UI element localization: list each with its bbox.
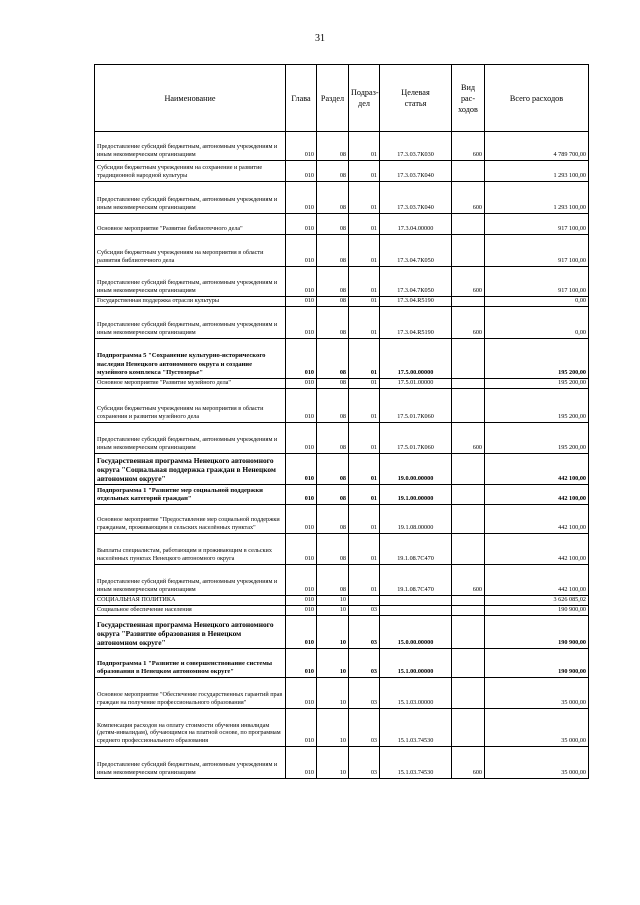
row-name: Государственная программа Ненецкого автономного округа "Социальная поддержка граждан в Ненецком автономном округе" bbox=[95, 454, 286, 485]
row-podrazdel: 03 bbox=[349, 678, 380, 709]
row-podrazdel: 01 bbox=[349, 214, 380, 235]
row-target: 19.1.08.7С470 bbox=[380, 565, 452, 596]
row-amount: 35 000,00 bbox=[485, 709, 589, 747]
row-amount: 4 789 700,00 bbox=[485, 132, 589, 161]
row-name: Субсидии бюджетным учреждениям на сохранение и развитие традиционной народной культуры bbox=[95, 161, 286, 182]
table-row bbox=[95, 485, 589, 505]
row-target: 15.1.03.74530 bbox=[380, 709, 452, 747]
row-target: 17.5.01.7К060 bbox=[380, 423, 452, 454]
row-razdel: 08 bbox=[317, 132, 349, 161]
row-razdel: 08 bbox=[317, 235, 349, 267]
row-name: Компенсация расходов на оплату стоимости обучения инвалидам (детям-инвалидам), обучающимся на платной основе, по программам среднего профессионального образования bbox=[95, 709, 286, 747]
row-podrazdel: 03 bbox=[349, 709, 380, 747]
header-vid-line1: Вид bbox=[460, 82, 475, 92]
row-razdel: 10 bbox=[317, 649, 349, 678]
page-number: 31 bbox=[315, 33, 325, 44]
row-vid: 600 bbox=[452, 423, 485, 454]
row-amount: 442 100,00 bbox=[485, 565, 589, 596]
row-name: Выплаты специалистам, работающим и проживающим в сельских населённых пунктах Ненецкого автономного округа bbox=[95, 534, 286, 565]
row-target bbox=[380, 606, 452, 616]
row-razdel: 08 bbox=[317, 423, 349, 454]
header-podrazdel-line1: Подраз- bbox=[351, 88, 379, 97]
row-glava: 010 bbox=[286, 649, 317, 678]
table-row bbox=[95, 389, 589, 423]
table-body bbox=[95, 132, 589, 779]
row-glava: 010 bbox=[286, 182, 317, 214]
row-vid bbox=[452, 649, 485, 678]
row-podrazdel: 01 bbox=[349, 161, 380, 182]
row-glava: 010 bbox=[286, 534, 317, 565]
row-podrazdel: 01 bbox=[349, 235, 380, 267]
row-glava: 010 bbox=[286, 307, 317, 339]
row-podrazdel: 01 bbox=[349, 565, 380, 596]
row-name: Основное мероприятие "Предоставление мер социальной поддержки гражданам, проживающим в сельских населённых пунктах" bbox=[95, 505, 286, 534]
row-podrazdel: 03 bbox=[349, 649, 380, 678]
row-vid: 600 bbox=[452, 132, 485, 161]
row-name: Предоставление субсидий бюджетным, автономным учреждениям и иным некоммерческим организациям bbox=[95, 267, 286, 297]
row-razdel: 08 bbox=[317, 182, 349, 214]
table-row bbox=[95, 505, 589, 534]
row-glava: 010 bbox=[286, 214, 317, 235]
table-row bbox=[95, 297, 589, 307]
table-row bbox=[95, 747, 589, 779]
row-amount: 195 200,00 bbox=[485, 389, 589, 423]
table-row bbox=[95, 235, 589, 267]
row-target: 19.1.08.00000 bbox=[380, 505, 452, 534]
row-podrazdel: 01 bbox=[349, 267, 380, 297]
row-glava: 010 bbox=[286, 132, 317, 161]
row-vid bbox=[452, 214, 485, 235]
row-podrazdel: 01 bbox=[349, 339, 380, 379]
row-glava: 010 bbox=[286, 235, 317, 267]
row-razdel: 08 bbox=[317, 297, 349, 307]
row-glava: 010 bbox=[286, 678, 317, 709]
row-name: Основное мероприятие "Обеспечение государственных гарантий прав граждан на получение профессионального образования" bbox=[95, 678, 286, 709]
header-target bbox=[380, 65, 452, 132]
row-vid bbox=[452, 454, 485, 485]
row-glava: 010 bbox=[286, 297, 317, 307]
row-glava: 010 bbox=[286, 596, 317, 606]
row-glava: 010 bbox=[286, 454, 317, 485]
row-target: 17.3.04.7К050 bbox=[380, 235, 452, 267]
row-podrazdel: 01 bbox=[349, 297, 380, 307]
row-name: Предоставление субсидий бюджетным, автономным учреждениям и иным некоммерческим организациям bbox=[95, 307, 286, 339]
table-row bbox=[95, 132, 589, 161]
row-amount: 917 100,00 bbox=[485, 235, 589, 267]
row-razdel: 10 bbox=[317, 596, 349, 606]
row-target: 19.0.00.00000 bbox=[380, 454, 452, 485]
row-vid bbox=[452, 678, 485, 709]
row-podrazdel: 01 bbox=[349, 485, 380, 505]
row-podrazdel: 01 bbox=[349, 454, 380, 485]
row-glava: 010 bbox=[286, 709, 317, 747]
header-total: Всего расходов bbox=[485, 65, 589, 132]
row-glava: 010 bbox=[286, 565, 317, 596]
header-name: Наименование bbox=[95, 65, 286, 132]
row-glava: 010 bbox=[286, 606, 317, 616]
row-podrazdel: 03 bbox=[349, 747, 380, 779]
row-glava: 010 bbox=[286, 423, 317, 454]
table-row bbox=[95, 709, 589, 747]
row-podrazdel: 01 bbox=[349, 423, 380, 454]
row-amount: 190 900,00 bbox=[485, 606, 589, 616]
row-target: 17.3.03.7К040 bbox=[380, 182, 452, 214]
row-razdel: 08 bbox=[317, 389, 349, 423]
header-target-line1: Целевая bbox=[401, 88, 430, 97]
table-row bbox=[95, 616, 589, 649]
row-amount: 35 000,00 bbox=[485, 747, 589, 779]
row-amount: 3 626 085,02 bbox=[485, 596, 589, 606]
row-glava: 010 bbox=[286, 505, 317, 534]
row-vid bbox=[452, 534, 485, 565]
table-row bbox=[95, 423, 589, 454]
row-amount: 0,00 bbox=[485, 307, 589, 339]
row-vid bbox=[452, 161, 485, 182]
row-podrazdel: 01 bbox=[349, 379, 380, 389]
row-name: Подпрограмма 5 "Сохранение культурно-исторического наследия Ненецкого автономного округа и создание музейного комплекса "Пустозерье" bbox=[95, 339, 286, 379]
row-amount: 35 000,00 bbox=[485, 678, 589, 709]
row-razdel: 08 bbox=[317, 339, 349, 379]
row-name: Предоставление субсидий бюджетным, автономным учреждениям и иным некоммерческим организациям bbox=[95, 565, 286, 596]
row-target: 17.3.03.7К040 bbox=[380, 161, 452, 182]
table-row bbox=[95, 678, 589, 709]
row-target bbox=[380, 596, 452, 606]
table-row bbox=[95, 214, 589, 235]
row-amount: 917 100,00 bbox=[485, 214, 589, 235]
row-glava: 010 bbox=[286, 339, 317, 379]
row-amount: 442 100,00 bbox=[485, 534, 589, 565]
row-glava: 010 bbox=[286, 379, 317, 389]
header-razdel: Раздел bbox=[317, 65, 349, 132]
row-vid bbox=[452, 596, 485, 606]
row-amount: 195 200,00 bbox=[485, 339, 589, 379]
row-podrazdel bbox=[349, 596, 380, 606]
row-target: 17.3.04.R5190 bbox=[380, 307, 452, 339]
row-target: 17.3.03.7К030 bbox=[380, 132, 452, 161]
row-name: Субсидии бюджетным учреждениям на мероприятия в области развития библиотечного дела bbox=[95, 235, 286, 267]
row-razdel: 08 bbox=[317, 565, 349, 596]
row-amount: 0,00 bbox=[485, 297, 589, 307]
row-razdel: 08 bbox=[317, 485, 349, 505]
row-vid: 600 bbox=[452, 267, 485, 297]
row-vid bbox=[452, 709, 485, 747]
table-row bbox=[95, 454, 589, 485]
table-row bbox=[95, 267, 589, 297]
row-target: 17.3.04.R5190 bbox=[380, 297, 452, 307]
row-vid bbox=[452, 606, 485, 616]
row-vid bbox=[452, 485, 485, 505]
row-target: 19.1.00.00000 bbox=[380, 485, 452, 505]
row-razdel: 08 bbox=[317, 214, 349, 235]
row-amount: 1 293 100,00 bbox=[485, 182, 589, 214]
row-razdel: 08 bbox=[317, 267, 349, 297]
row-podrazdel: 01 bbox=[349, 307, 380, 339]
row-name: Подпрограмма 1 "Развитие мер социальной поддержки отдельных категорий граждан" bbox=[95, 485, 286, 505]
row-amount: 1 293 100,00 bbox=[485, 161, 589, 182]
header-vid-line3: ходов bbox=[458, 104, 478, 114]
row-glava: 010 bbox=[286, 161, 317, 182]
row-podrazdel: 03 bbox=[349, 606, 380, 616]
row-vid bbox=[452, 379, 485, 389]
table-row bbox=[95, 596, 589, 606]
table-row bbox=[95, 565, 589, 596]
row-razdel: 08 bbox=[317, 161, 349, 182]
table-row bbox=[95, 534, 589, 565]
row-vid: 600 bbox=[452, 565, 485, 596]
row-name: Предоставление субсидий бюджетным, автономным учреждениям и иным некоммерческим организациям bbox=[95, 182, 286, 214]
header-glava: Глава bbox=[286, 65, 317, 132]
row-vid bbox=[452, 389, 485, 423]
row-vid bbox=[452, 616, 485, 649]
header-podrazdel-line2: дел bbox=[358, 99, 370, 108]
row-target: 15.0.00.00000 bbox=[380, 616, 452, 649]
row-name: Предоставление субсидий бюджетным, автономным учреждениям и иным некоммерческим организациям bbox=[95, 423, 286, 454]
row-vid bbox=[452, 235, 485, 267]
row-razdel: 10 bbox=[317, 747, 349, 779]
row-amount: 190 900,00 bbox=[485, 616, 589, 649]
header-vid-line2: рас- bbox=[460, 93, 476, 103]
table-row bbox=[95, 379, 589, 389]
row-name: Субсидии бюджетным учреждениям на мероприятия в области сохранения и развития музейного дела bbox=[95, 389, 286, 423]
row-target: 17.3.04.7К050 bbox=[380, 267, 452, 297]
table-row bbox=[95, 339, 589, 379]
row-podrazdel: 01 bbox=[349, 389, 380, 423]
row-glava: 010 bbox=[286, 485, 317, 505]
row-target: 19.1.08.7С470 bbox=[380, 534, 452, 565]
row-glava: 010 bbox=[286, 389, 317, 423]
row-name: СОЦИАЛЬНАЯ ПОЛИТИКА bbox=[95, 596, 286, 606]
header-target-line2: статья bbox=[404, 99, 427, 108]
row-razdel: 08 bbox=[317, 534, 349, 565]
row-name: Основное мероприятие "Развитие музейного дела" bbox=[95, 379, 286, 389]
row-name: Предоставление субсидий бюджетным, автономным учреждениям и иным некоммерческим организациям bbox=[95, 132, 286, 161]
header-row bbox=[95, 65, 589, 132]
table-row bbox=[95, 307, 589, 339]
row-razdel: 08 bbox=[317, 307, 349, 339]
row-vid bbox=[452, 505, 485, 534]
row-razdel: 10 bbox=[317, 616, 349, 649]
row-podrazdel: 03 bbox=[349, 616, 380, 649]
row-name: Государственная программа Ненецкого автономного округа "Развитие образования в Ненецком автономном округе" bbox=[95, 616, 286, 649]
row-vid: 600 bbox=[452, 307, 485, 339]
row-amount: 442 100,00 bbox=[485, 454, 589, 485]
row-name: Государственная поддержка отрасли культуры bbox=[95, 297, 286, 307]
row-vid: 600 bbox=[452, 747, 485, 779]
table-row bbox=[95, 161, 589, 182]
row-name: Подпрограмма 1 "Развитие и совершенствование системы образования в Ненецком автономном округе" bbox=[95, 649, 286, 678]
row-razdel: 10 bbox=[317, 678, 349, 709]
row-podrazdel: 01 bbox=[349, 505, 380, 534]
row-razdel: 08 bbox=[317, 379, 349, 389]
row-target: 17.3.04.00000 bbox=[380, 214, 452, 235]
row-glava: 010 bbox=[286, 267, 317, 297]
row-razdel: 10 bbox=[317, 709, 349, 747]
row-amount: 442 100,00 bbox=[485, 485, 589, 505]
row-glava: 010 bbox=[286, 616, 317, 649]
row-podrazdel: 01 bbox=[349, 534, 380, 565]
row-name: Предоставление субсидий бюджетным, автономным учреждениям и иным некоммерческим организациям bbox=[95, 747, 286, 779]
row-podrazdel: 01 bbox=[349, 182, 380, 214]
row-razdel: 10 bbox=[317, 606, 349, 616]
row-razdel: 08 bbox=[317, 505, 349, 534]
row-name: Социальное обеспечение населения bbox=[95, 606, 286, 616]
table-row bbox=[95, 606, 589, 616]
table-row bbox=[95, 182, 589, 214]
row-vid bbox=[452, 339, 485, 379]
table-row bbox=[95, 649, 589, 678]
row-podrazdel: 01 bbox=[349, 132, 380, 161]
row-amount: 442 100,00 bbox=[485, 505, 589, 534]
row-amount: 195 200,00 bbox=[485, 423, 589, 454]
row-amount: 195 200,00 bbox=[485, 379, 589, 389]
row-name: Основное мероприятие "Развитие библиотечного дела" bbox=[95, 214, 286, 235]
budget-table bbox=[94, 64, 589, 779]
row-amount: 190 900,00 bbox=[485, 649, 589, 678]
row-target: 15.1.03.74530 bbox=[380, 747, 452, 779]
header-podrazdel bbox=[349, 65, 380, 132]
row-vid bbox=[452, 297, 485, 307]
row-target: 17.5.01.00000 bbox=[380, 379, 452, 389]
header-vid bbox=[452, 65, 485, 132]
row-target: 15.1.03.00000 bbox=[380, 678, 452, 709]
row-target: 15.1.00.00000 bbox=[380, 649, 452, 678]
row-razdel: 08 bbox=[317, 454, 349, 485]
row-target: 17.5.00.00000 bbox=[380, 339, 452, 379]
row-vid: 600 bbox=[452, 182, 485, 214]
row-target: 17.5.01.7К060 bbox=[380, 389, 452, 423]
row-glava: 010 bbox=[286, 747, 317, 779]
row-amount: 917 100,00 bbox=[485, 267, 589, 297]
